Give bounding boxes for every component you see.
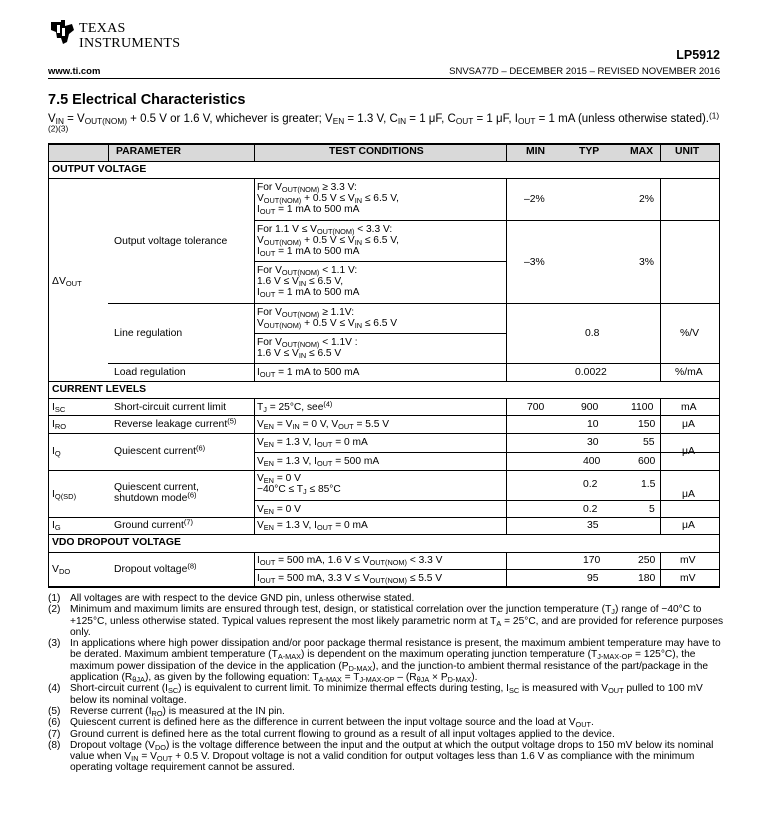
footnote-1: (1) All voltages are with respect to the device GND pin, unless otherwise stated. — [48, 593, 415, 604]
header-unit: UNIT — [675, 146, 700, 157]
part-number: LP5912 — [676, 48, 720, 62]
isc-unit: mA — [681, 402, 697, 413]
param-dropout-voltage: Dropout voltage$^{(8)}$ — [114, 561, 197, 575]
symbol-ig: $I_G$ — [52, 520, 61, 532]
line-unit: %/V — [680, 328, 700, 339]
iqsd1-typ: 0.2 — [583, 479, 598, 490]
logo-text-texas: TEXAS — [79, 21, 126, 36]
tol1-min: –2% — [524, 194, 545, 205]
iro-typ: 10 — [587, 419, 599, 430]
section-current-levels: CURRENT LEVELS — [52, 384, 147, 395]
cond-tol-3: For $V_{OUT(NOM)} < 1.1$ V: 1.6 $V \le V_{IN} \le 6.5$ V, $I_{OUT} = 1$ mA to 500 mA — [257, 265, 360, 299]
cond-vdo-1: $I_{OUT} = 500$ mA, 1.6 $V \le V_{OUT(NOM)} < 3.3$ V — [257, 555, 443, 567]
vdo2-max: 180 — [638, 573, 656, 584]
vdo2-unit: mV — [680, 573, 696, 584]
tol1-max: 2% — [639, 194, 655, 205]
iqsd-unit: μA — [682, 489, 695, 500]
param-short-circuit: Short-circuit current limit — [114, 402, 227, 413]
header-typ: TYP — [579, 146, 600, 157]
iqsd1-max: 1.5 — [641, 479, 656, 490]
symbol-iro: $I_{RO}$ — [52, 419, 67, 431]
line-typ: 0.8 — [585, 328, 600, 339]
tol2-max: 3% — [639, 257, 655, 268]
vdo1-max: 250 — [638, 555, 656, 566]
cond-tol-1: For $V_{OUT(NOM)} \ge 3.3$ V: $V_{OUT(NOM)} + 0.5$ $V \le V_{IN} \le 6.5$ V, $I_{OUT} = 1$ mA to 500 mA — [257, 182, 399, 216]
electrical-characteristics-table — [48, 143, 720, 587]
cond-line-1: For $V_{OUT(NOM)} \ge 1.1V$: $V_{OUT(NOM)} + 0.5$ $V \le V_{IN} \le 6.5$ V — [257, 307, 398, 330]
symbol-iq: $I_Q$ — [52, 446, 61, 458]
vdo2-typ: 95 — [587, 573, 599, 584]
iq-unit: μA — [682, 446, 695, 457]
footnote-4: (4) Short-circuit current $(I_{SC})$ is equivalent to current limit. To minimize thermal effects during testing, $I_{SC}$ is measured with $V_{OUT}$ pulled to 100 mV below its nominal voltage. — [48, 683, 703, 706]
param-quiescent-current: Quiescent current$^{(6)}$ — [114, 443, 206, 457]
header-divider — [48, 78, 720, 79]
ti-logo-icon — [48, 18, 76, 46]
section-vdo-dropout: VDO DROPOUT VOLTAGE — [52, 537, 181, 548]
footnote-8: (8) Dropout voltage $(V_{DO})$ is the voltage difference between the input and the output at which the output voltage drops to 150 mV below its nominal value when $V_{IN} = V_{OUT} + 0.5$ V. Dropout voltage is not a valid condition for output voltages less than 1.6 V as compliance with the minimum operating voltage requirement cannot be assured. — [48, 739, 714, 774]
isc-typ: 900 — [581, 402, 599, 413]
param-quiescent-shutdown: Quiescent current, shutdown mode$^{(6)}$ — [114, 482, 199, 504]
symbol-isc: $I_{SC}$ — [52, 402, 66, 414]
param-reverse-leakage: Reverse leakage current$^{(5)}$ — [114, 416, 237, 430]
param-load-regulation: Load regulation — [114, 367, 186, 378]
logo-text-instruments: INSTRUMENTS — [79, 36, 181, 51]
vdo1-typ: 170 — [583, 555, 601, 566]
document-id: SNVSA77D – DECEMBER 2015 – REVISED NOVEMBER 2016 — [449, 66, 720, 77]
ti-logo — [48, 18, 198, 52]
footnote-6: (6) Quiescent current is defined here as the difference in current between the input voltage source and the load at $V_{OUT}$. — [48, 717, 594, 730]
footnote-2: (2) Minimum and maximum limits are ensured through test, design, or statistical correlation over the junction temperature $(T_J)$ range of −40°C to +125°C, unless otherwise stated. Typical values represent the most likely parametric norm at $T_A = 25^\circ C$, and are provided for reference purposes only. — [48, 604, 724, 638]
footnote-5: (5) Reverse current $(I_{RO})$ is measured at the IN pin. — [48, 705, 285, 718]
isc-max: 1100 — [631, 402, 654, 413]
intro-conditions: $V_{IN} = V_{OUT(NOM)} + 0.5$ V or 1.6 V, whichever is greater; $V_{EN} = 1.3$ V, $C_{IN} = 1$ μF, $C_{OUT} = 1$ μF, $I_{OUT} = 1$ mA (unless otherwise stated).$^{(1)(2)(3)}$ — [48, 111, 720, 134]
symbol-vdo: $V_{DO}$ — [52, 564, 71, 576]
cond-ig: $V_{EN} = 1.3$ V, $I_{OUT} = 0$ mA — [257, 520, 368, 532]
website-link[interactable]: www.ti.com — [48, 66, 101, 77]
section-title: 7.5 Electrical Characteristics — [48, 92, 246, 108]
cond-iqsd-1: $V_{EN} = 0$ V $-40^\circ C \le T_J \le 85^\circ C$ — [257, 473, 341, 496]
cond-vdo-2: $I_{OUT} = 500$ mA, 3.3 $V \le V_{OUT(NOM)} \le 5.5$ V — [257, 573, 443, 585]
iro-max: 150 — [638, 419, 656, 430]
footnote-7: (7) Ground current is defined here as the total current flowing to ground as a result of all input voltages applied to the device. — [48, 728, 615, 740]
footnote-3: (3) In applications where high power dissipation and/or poor package thermal resistance is present, the maximum ambient temperature may have to be derated. Maximum ambient temperature $(T_{A-MAX})$ is dependent on the maximum operating junction temperature $(T_{J-MAX-OP} = 125^\circ C)$, the maximum power dissipation of the device in the application $(P_{D-MAX})$, and the junction-to ambient thermal resistance of the part/package in the application $(R_{\theta JA})$, as given by the following equation: $T_{A-MAX} = T_{J-MAX-OP} - (R_{\theta JA} \times P_{D-MAX})$. — [48, 638, 721, 684]
iq2-max: 600 — [638, 456, 656, 467]
param-line-regulation: Line regulation — [114, 328, 183, 339]
symbol-delta-vout: $\Delta V_{OUT}$ — [52, 276, 82, 288]
iqsd2-typ: 0.2 — [583, 504, 598, 515]
iro-unit: μA — [682, 419, 695, 430]
iq1-typ: 30 — [587, 437, 599, 448]
header-min: MIN — [526, 146, 546, 157]
footnotes — [48, 593, 728, 774]
param-output-voltage-tolerance: Output voltage tolerance — [114, 236, 228, 247]
header-max: MAX — [630, 146, 654, 157]
symbol-iq-sd: $I_{Q(SD)}$ — [52, 489, 77, 501]
cond-iq-2: $V_{EN} = 1.3$ V, $I_{OUT} = 500$ mA — [257, 456, 380, 468]
cond-isc: $T_J = 25^\circ C$, see$^{(4)}$ — [257, 399, 333, 414]
load-typ: 0.0022 — [575, 367, 607, 378]
cond-tol-2: For 1.1 $V \le V_{OUT(NOM)} < 3.3$ V: $V_{OUT(NOM)} + 0.5$ $V \le V_{IN} \le 6.5$ V, $I_{OUT} = 1$ mA to 500 mA — [257, 224, 399, 258]
cond-iq-1: $V_{EN} = 1.3$ V, $I_{OUT} = 0$ mA — [257, 437, 368, 449]
tol2-min: –3% — [524, 257, 545, 268]
load-unit: %/mA — [675, 367, 703, 378]
param-ground-current: Ground current$^{(7)}$ — [114, 517, 194, 531]
cond-line-2: For $V_{OUT(NOM)} < 1.1V$ : 1.6 $V \le V_{IN} \le 6.5$ V — [257, 337, 358, 360]
header-parameter: PARAMETER — [116, 146, 182, 157]
ig-typ: 35 — [587, 520, 599, 531]
header-test-conditions: TEST CONDITIONS — [329, 146, 424, 157]
iq2-typ: 400 — [583, 456, 601, 467]
iqsd2-max: 5 — [649, 504, 655, 515]
isc-min: 700 — [527, 402, 545, 413]
ig-unit: μA — [682, 520, 695, 531]
cond-iqsd-2: $V_{EN} = 0$ V — [257, 504, 301, 516]
section-output-voltage: OUTPUT VOLTAGE — [52, 164, 147, 175]
cond-load: $I_{OUT} = 1$ mA to 500 mA — [257, 367, 360, 379]
vdo1-unit: mV — [680, 555, 696, 566]
cond-iro: $V_{EN} = V_{IN} = 0$ V, $V_{OUT} = 5.5$ V — [257, 419, 390, 431]
iq1-max: 55 — [643, 437, 655, 448]
